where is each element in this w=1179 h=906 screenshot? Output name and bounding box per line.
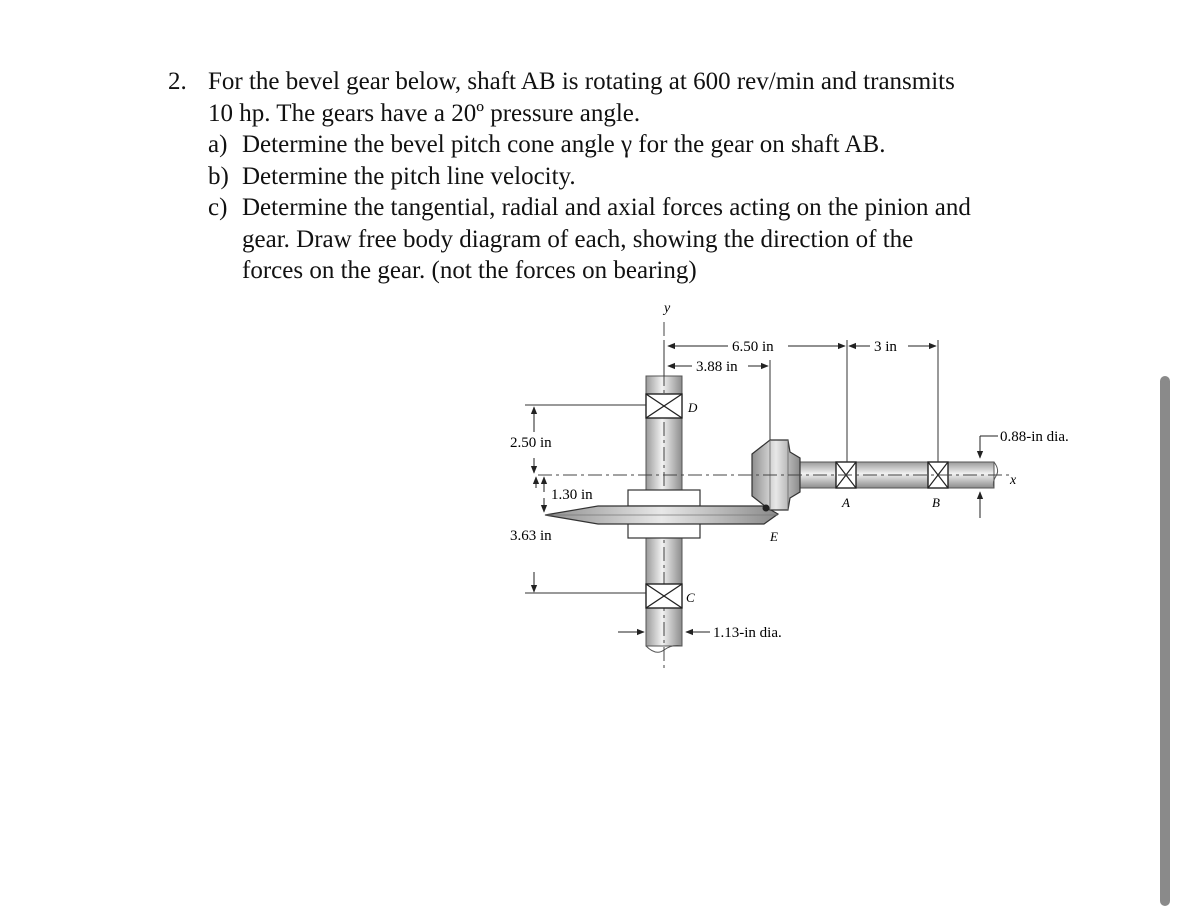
dim-2-50-label: 2.50 in <box>510 435 552 451</box>
dia-0-88-label: 0.88-in dia. <box>1000 429 1069 445</box>
part-label: a) <box>208 131 228 158</box>
part-label: b) <box>208 162 229 190</box>
dim-6-50-label: 6.50 in <box>732 339 774 355</box>
stem-line-2: 10 hp. The gears have a 20º pressure angle. <box>208 99 641 127</box>
axis-label-x: x <box>1010 473 1017 488</box>
part-c-line-3: forces on the gear. (not the forces on bearing) <box>242 257 697 284</box>
point-d-label: D <box>688 400 698 415</box>
part-c-line-2: gear. Draw free body diagram of each, showing the direction of the <box>242 225 914 253</box>
vertical-scrollbar[interactable] <box>1160 376 1170 906</box>
part-text: Determine the bevel pitch cone angle γ for the gear on shaft AB. <box>242 131 886 158</box>
point-a-label: A <box>842 495 850 510</box>
contact-point-e <box>763 505 770 512</box>
part-label: c) <box>208 194 228 221</box>
axis-label-y: y <box>664 301 671 316</box>
dim-3-63-label: 3.63 in <box>510 528 552 544</box>
dia-1-13-label: 1.13-in dia. <box>713 625 782 641</box>
bevel-gear-disk <box>545 506 778 524</box>
bearing-d <box>646 394 682 418</box>
bearing-c <box>646 584 682 608</box>
stem-line-1: For the bevel gear below, shaft AB is rotating at 600 rev/min and transmits <box>208 68 955 95</box>
part-text: Determine the tangential, radial and axial forces acting on the pinion and <box>242 194 971 221</box>
problem-number: 2. <box>168 68 187 95</box>
part-text: Determine the pitch line velocity. <box>242 162 576 190</box>
point-b-label: B <box>932 495 940 510</box>
point-c-label: C <box>686 590 695 605</box>
dim-1-30-label: 1.30 in <box>551 487 593 503</box>
dim-3-label: 3 in <box>874 339 897 355</box>
point-e-label: E <box>770 529 778 544</box>
dim-3-88-label: 3.88 in <box>696 359 738 375</box>
